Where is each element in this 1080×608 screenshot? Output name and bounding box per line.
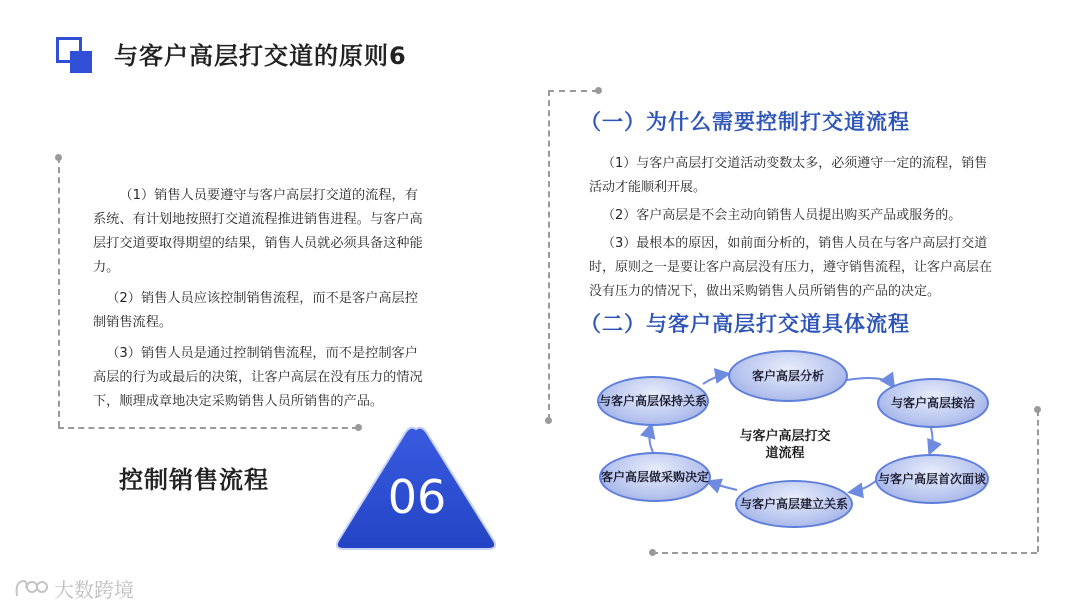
right-text-block (589, 152, 999, 308)
left-frame-line-top (58, 157, 60, 427)
page-title: 与客户高层打交道的原则6 (114, 42, 407, 70)
arrow-5 (649, 426, 653, 452)
left-paragraph-1: （1）销售人员要遵守与客户高层打交道的流程，有系统、有计划地按照打交道流程推进销售进程。与客户高层打交道要取得期望的结果，销售人员就必须具备这种能力。 (93, 188, 423, 275)
right-paragraph-3: （3）最根本的原因，如前面分析的，销售人员在与客户高层打交道时，原则之一是要让客户高层没有压力，遵守销售流程，让客户高层在没有压力的情况下，做出采购销售人员所销售的产品的决定。 (589, 236, 993, 299)
arrow-6 (703, 374, 727, 384)
left-paragraph-3: （3）销售人员是通过控制销售流程，而不是控制客户高层的行为或最后的决策，让客户高层在没有压力的情况下，顺理成章地决定采购销售人员所销售的产品。 (93, 346, 423, 409)
right-frame-line-top (548, 90, 598, 92)
left-frame-line-bottom (58, 427, 358, 429)
left-paragraph-2: （2）销售人员应该控制销售流程，而不是客户高层控制销售流程。 (93, 291, 418, 330)
section1-heading: （一）为什么需要控制打交道流程 (580, 110, 910, 134)
cycle-step-analysis: 客户高层分析 (728, 350, 848, 402)
cycle-step-first-meeting: 与客户高层首次面谈 (875, 454, 989, 504)
right-frame-dot-right (1034, 406, 1041, 413)
right-paragraph-1: （1）与客户高层打交道活动变数太多，必须遵守一定的流程，销售活动才能顺利开展。 (589, 156, 988, 195)
left-frame-dot-top (55, 154, 62, 161)
watermark-logo-icon (14, 578, 48, 600)
right-frame-line-left (548, 90, 550, 420)
right-frame-dot-bottom (649, 549, 656, 556)
cycle-center-label: 与客户高层打交道流程 (739, 429, 831, 461)
watermark (14, 574, 134, 603)
section2-heading: （二）与客户高层打交道具体流程 (580, 312, 910, 336)
process-cycle-diagram (585, 340, 1005, 540)
right-frame-dot-top (595, 87, 602, 94)
cycle-step-build-relation: 与客户高层建立关系 (735, 480, 853, 528)
arrow-2 (930, 425, 933, 452)
arrow-1 (847, 378, 893, 386)
cycle-step-contact: 与客户高层接洽 (877, 378, 989, 428)
arrow-4 (709, 482, 737, 490)
watermark-text: 大数跨境 (54, 578, 134, 602)
right-paragraph-2: （2）客户高层是不会主动向销售人员提出购买产品或服务的。 (602, 208, 962, 223)
right-frame-dot-left (545, 417, 552, 424)
arrow-3 (851, 480, 877, 492)
section-number: 06 (387, 470, 447, 524)
title-logo-icon (56, 37, 94, 73)
control-sales-heading: 控制销售流程 (119, 466, 269, 494)
left-text-block (93, 184, 423, 421)
cycle-step-purchase-decision: 客户高层做采购决定 (599, 452, 711, 502)
right-frame-line-right (1037, 410, 1039, 552)
right-frame-line-bottom (652, 552, 1037, 554)
cycle-step-maintain-relation: 与客户高层保持关系 (597, 376, 709, 426)
